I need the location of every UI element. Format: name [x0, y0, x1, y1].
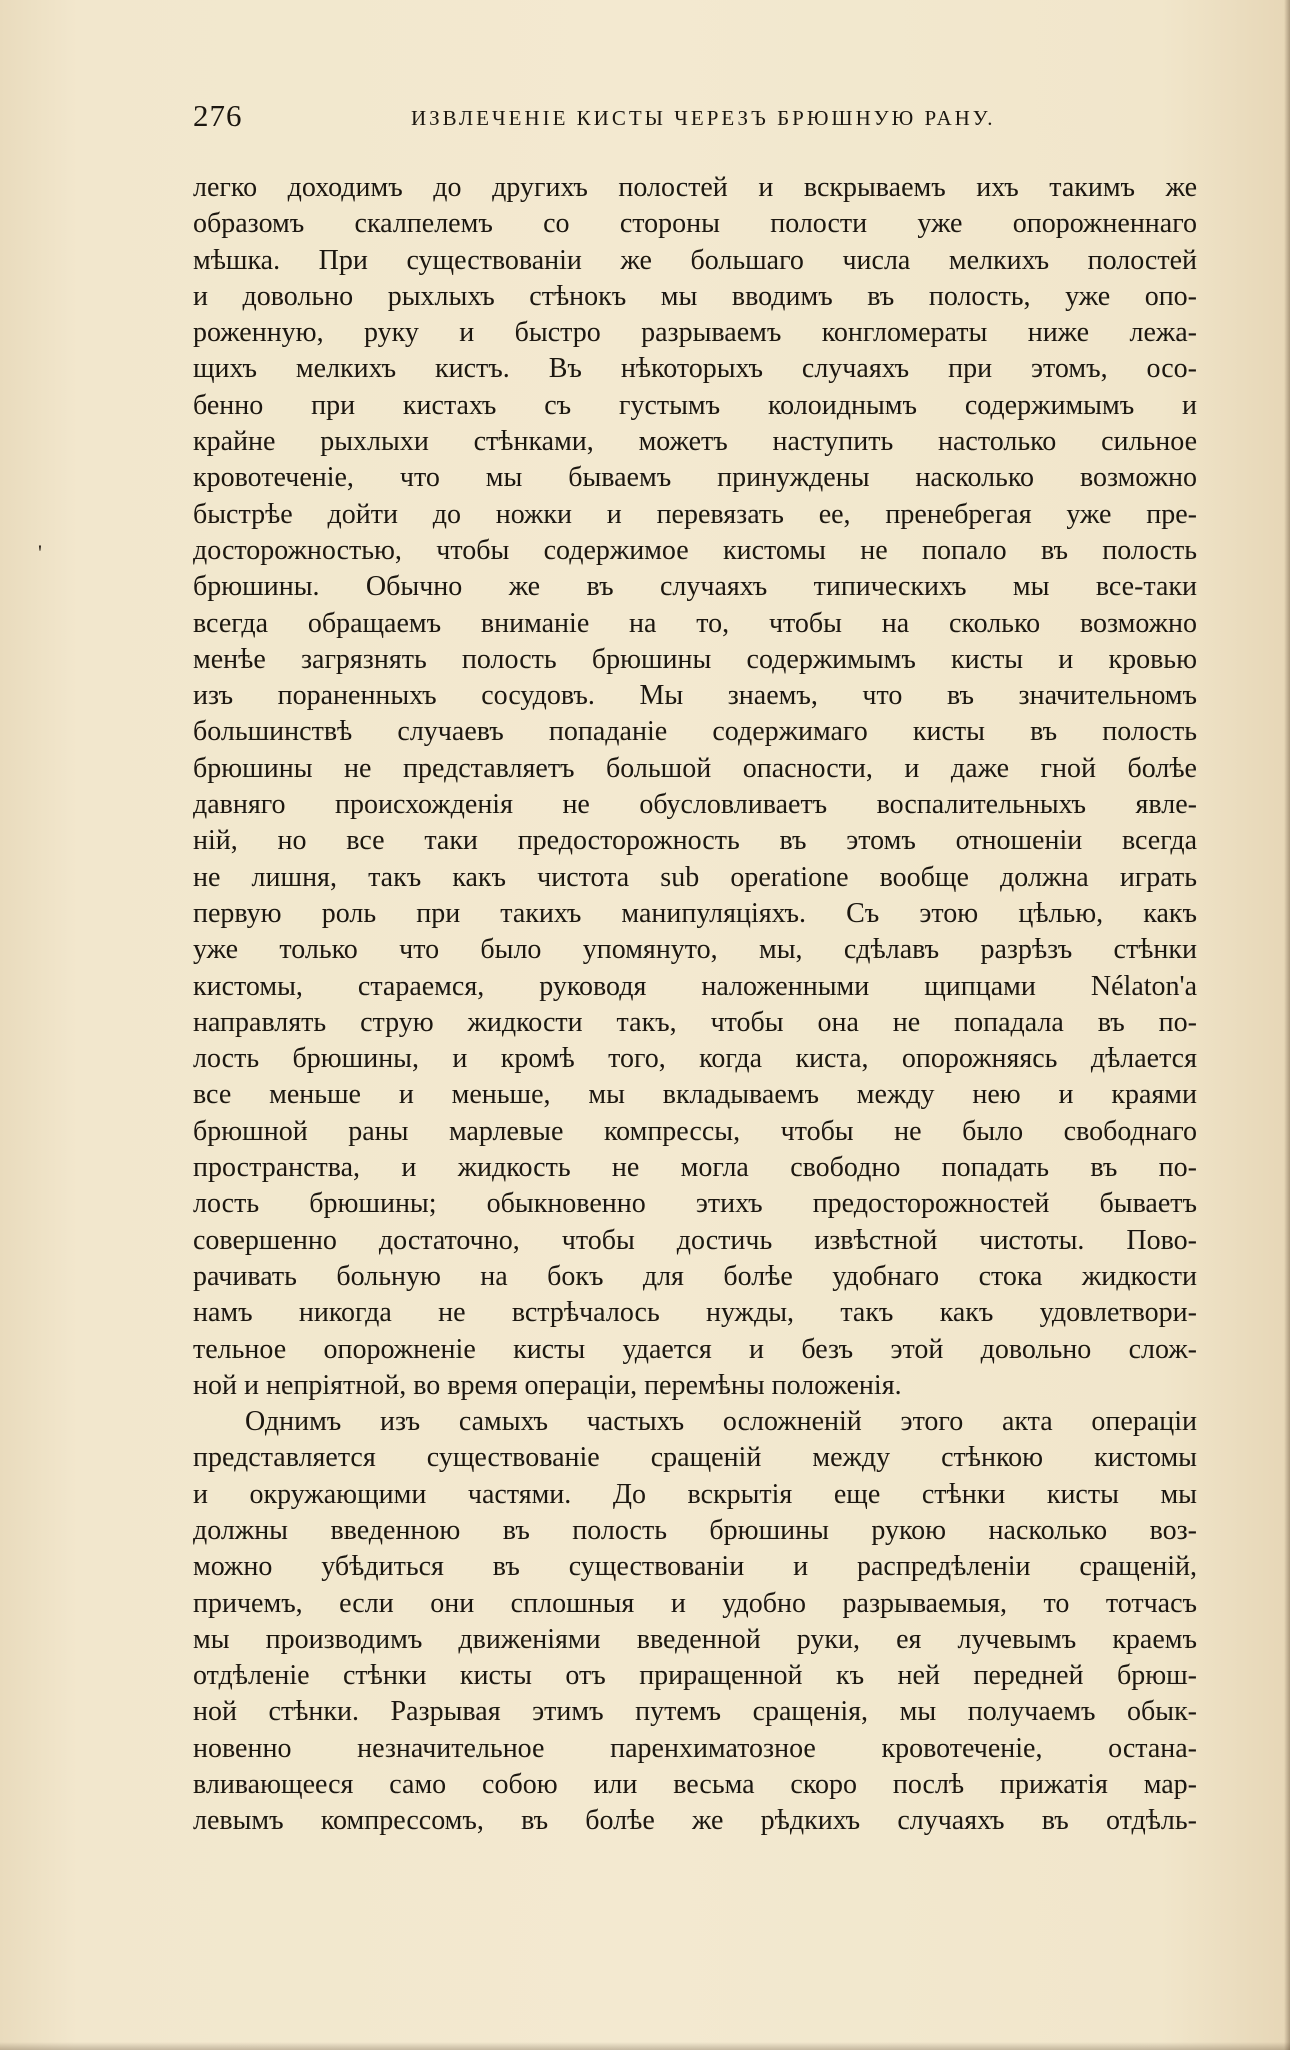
text-line: лость брюшины; обыкновенно этихъ предосторожностей бываетъ: [193, 1188, 1197, 1220]
text-line: новенно незначительное паренхиматозное кровотеченіе, остана-: [193, 1732, 1197, 1764]
text-line: давняго происхожденія не обусловливаетъ воспалительныхъ явле-: [193, 789, 1197, 821]
text-line: крайне рыхлыхи стѣнками, можетъ наступить настолько сильное: [193, 426, 1197, 458]
text-line: направлять струю жидкости такъ, чтобы она не попадала въ по-: [193, 1006, 1197, 1038]
text-line: и окружающими частями. До вскрытія еще стѣнки кисты мы: [193, 1478, 1197, 1510]
paragraph-2: [193, 1404, 1197, 1840]
text-line: лость брюшины, и кромѣ того, когда киста, опорожняясь дѣлается: [193, 1043, 1197, 1075]
text-line: уже только что было упомянуто, мы, сдѣлавъ разрѣзъ стѣнки: [193, 934, 1197, 966]
page-bottom-shadow: [0, 2042, 1290, 2050]
text-line: представляется существованіе сращеній между стѣнкою кистомы: [193, 1442, 1197, 1474]
text-line: роженную, руку и быстро разрываемъ конгломераты ниже лежа-: [193, 317, 1197, 349]
text-line: образомъ скалпелемъ со стороны полости уже опорожненнаго: [193, 208, 1197, 240]
text-line: все меньше и меньше, мы вкладываемъ между нею и краями: [193, 1079, 1197, 1111]
text-line: пространства, и жидкость не могла свободно попадать въ по-: [193, 1152, 1197, 1184]
text-line: быстрѣе дойти до ножки и перевязать ее, пренебрегая уже пре-: [193, 498, 1197, 530]
text-line: брюшины не представляетъ большой опасности, и даже гной болѣе: [193, 752, 1197, 784]
text-line: отдѣленіе стѣнки кисты отъ приращенной къ ней передней брюш-: [193, 1660, 1197, 1692]
paragraph-1: [193, 170, 1197, 1404]
text-line: и довольно рыхлыхъ стѣнокъ мы вводимъ въ полость, уже опо-: [193, 280, 1197, 312]
running-head: ИЗВЛЕЧЕНІЕ КИСТЫ ЧЕРЕЗЪ БРЮШНУЮ РАНУ.: [411, 106, 996, 130]
text-line: вливающееся само собою или весьма скоро послѣ прижатія мар-: [193, 1769, 1197, 1801]
text-line: Однимъ изъ самыхъ частыхъ осложненій этого акта операціи: [245, 1406, 1197, 1438]
body-text: [193, 170, 1197, 1840]
text-line: всегда обращаемъ вниманіе на то, чтобы на сколько возможно: [193, 607, 1197, 639]
text-line: причемъ, если они сплошныя и удобно разрываемыя, то тотчасъ: [193, 1587, 1197, 1619]
page-edge-shadow: [1284, 0, 1290, 2050]
text-line: бенно при кистахъ съ густымъ колоиднымъ содержимымъ и: [193, 389, 1197, 421]
text-line: изъ пораненныхъ сосудовъ. Мы знаемъ, что въ значительномъ: [193, 680, 1197, 712]
text-line: мѣшка. При существованіи же большаго числа мелкихъ полостей: [193, 244, 1197, 276]
text-line: ній, но все таки предосторожность въ этомъ отношеніи всегда: [193, 825, 1197, 857]
text-line: менѣе загрязнять полость брюшины содержимымъ кисты и кровью: [193, 643, 1197, 675]
text-line: совершенно достаточно, чтобы достичь извѣстной чистоты. Пово-: [193, 1224, 1197, 1256]
text-line: намъ никогда не встрѣчалось нужды, такъ какъ удовлетвори-: [193, 1297, 1197, 1329]
text-line: брюшной раны марлевые компрессы, чтобы не было свободнаго: [193, 1115, 1197, 1147]
text-line: легко доходимъ до другихъ полостей и вскрываемъ ихъ такимъ же: [193, 172, 1197, 203]
text-line: кровотеченіе, что мы бываемъ принуждены насколько возможно: [193, 462, 1197, 494]
text-line: досторожностью, чтобы содержимое кистомы не попало въ полость: [193, 534, 1197, 566]
text-line: брюшины. Обычно же въ случаяхъ типическихъ мы все-таки: [193, 571, 1197, 603]
text-line: первую роль при такихъ манипуляціяхъ. Съ этою цѣлью, какъ: [193, 897, 1197, 929]
text-line: левымъ компрессомъ, въ болѣе же рѣдкихъ случаяхъ въ отдѣль-: [193, 1805, 1197, 1837]
text-line: щихъ мелкихъ кистъ. Въ нѣкоторыхъ случаяхъ при этомъ, осо-: [193, 353, 1197, 385]
margin-mark: ': [38, 540, 42, 565]
page-header: [193, 98, 1195, 138]
text-line: ной стѣнки. Разрывая этимъ путемъ сращенія, мы получаемъ обык-: [193, 1696, 1197, 1728]
text-line: можно убѣдиться въ существованіи и распредѣленіи сращеній,: [193, 1551, 1197, 1583]
text-line: тельное опорожненіе кисты удается и безъ этой довольно слож-: [193, 1333, 1197, 1365]
text-line: должны введенною въ полость брюшины рукою насколько воз-: [193, 1514, 1197, 1546]
page-number: 276: [193, 98, 243, 133]
text-line: большинствѣ случаевъ попаданіе содержимаго кисты въ полость: [193, 716, 1197, 748]
text-line: не лишня, такъ какъ чистота sub operatione вообще должна играть: [193, 861, 1197, 893]
text-line: кистомы, стараемся, руководя наложенными щипцами Nélaton'a: [193, 970, 1197, 1002]
text-line: рачивать больную на бокъ для болѣе удобнаго стока жидкости: [193, 1260, 1197, 1292]
text-line: ной и непріятной, во время операціи, перемѣны положенія.: [193, 1369, 902, 1401]
text-line: мы производимъ движеніями введенной руки, ея лучевымъ краемъ: [193, 1623, 1197, 1655]
